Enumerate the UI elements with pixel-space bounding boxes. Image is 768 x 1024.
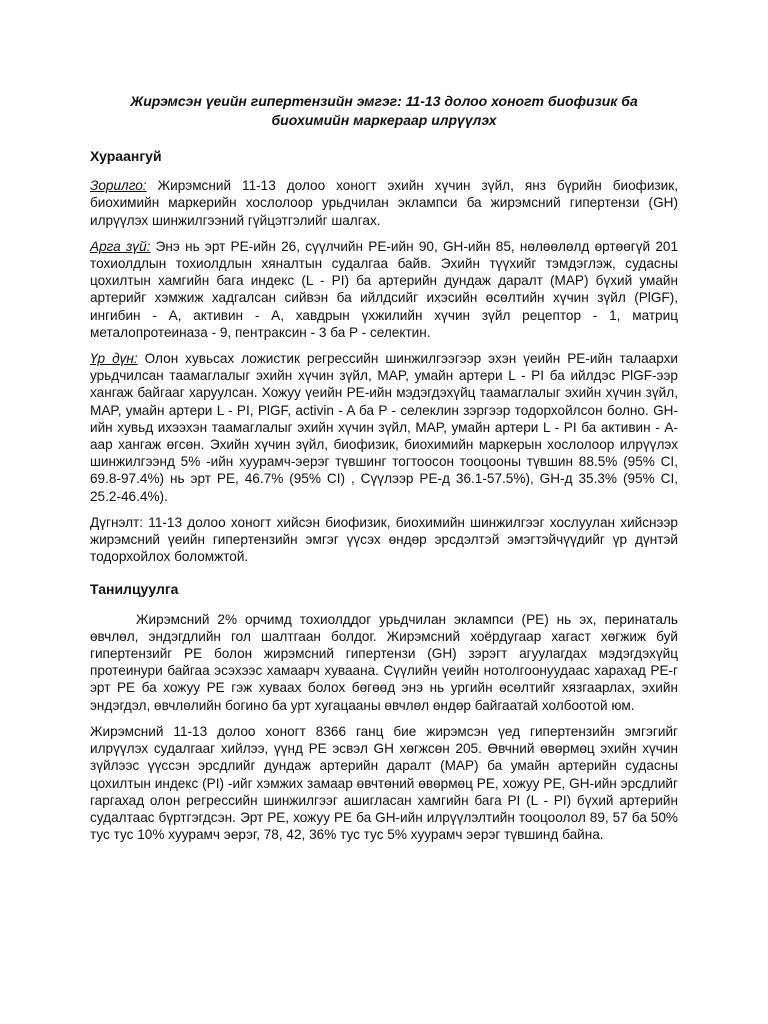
results-label: Үр дүн:: [90, 351, 138, 367]
abstract-methods: [90, 238, 678, 341]
objective-label: Зорилго:: [90, 178, 147, 194]
objective-text: Жирэмсний 11-13 долоо хоногт эхийн хүчин зүйл, янз бүрийн биофизик, биохимийн маркерийн хослолоор урьдчилан эклампси ба жирэмсний гипертензи (GH) илрүүлэх шинжилгээний гүйцэтгэлийг шалгах.: [90, 178, 678, 228]
abstract-results: [90, 350, 678, 505]
introduction-paragraph-2: Жирэмсний 11-13 долоо хоногт 8366 ганц бие жирэмсэн үед гипертензийн эмгэгийг илрүүлэх судалгааг хийлээ, үүнд PE эсвэл GH хөгжсөн 205. Өвчний өвөрмөц эхийн хүчин зүйлээс үүссэн эрсдлийг дундаж артерийн даралт (MAP) ба умайн артерийн судасны цохилтын индекс (PI) -ийг хэмжих замаар өвчтөний өвөрмөц PE, хожуу PE, GH-ийн эрсдлийг гаргахад олон регрессийн шинжилгээг ашигласан хамгийн бага PI (L - PI) бүхий артерийн судалтаас бүртгэгдсэн. Эрт PE, хожуу PE ба GH-ийн илрүүлэлтийн тооцоолол 89, 57 ба 50% тус тус 10% хуурамч эерэг, 78, 42, 36% тус тус 5% хуурамч эерэг түвшинд байна.: [90, 723, 678, 843]
introduction-heading: Танилцуулга: [90, 581, 179, 598]
methods-text: Энэ нь эрт PE-ийн 26, сүүлчийн PE-ийн 90, GH-ийн 85, нөлөөлөлд өртөөгүй 201 тохиолдлын тохиолдлын хяналтын судалгаа байв. Эхийн түүхийг тэмдэглэж, судасны цохилтын хамгийн бага индекс (L - PI) ба артерийн дундаж даралт (MAP) бүхий умайн артерийг хэмжиж хадгалсан сийвэн ба ийлдсийг ихэсийн өсөлтийн хүчин зүйл (PlGF), ингибин - А, активин - А, хавдрын үхжилийн хүчин зүйл рецептор - 1, матриц металопротеиназа - 9, пентраксин - 3 ба P - селектин.: [90, 238, 679, 340]
abstract-heading: Хураангуй: [90, 148, 162, 164]
abstract-conclusion: Дүгнэлт: 11-13 долоо хоногт хийсэн биофизик, биохимийн шинжилгээг хослуулан хийснээр жирэмсний үеийн гипертензийн эмгэг үүсэх өндөр эрсдэлтэй эмэгтэйчүүдийг үр дүнтэй тодорхойлох боломжтой.: [90, 514, 678, 565]
document-page: [90, 92, 678, 852]
document-title: Жирэмсэн үеийн гипертензийн эмгэг: 11-13 долоо хоногт биофизик ба биохимийн маркераар илрүүлэх: [130, 93, 638, 128]
methods-label: Арга зүй:: [90, 238, 151, 254]
results-text: Олон хувьсах ложистик регрессийн шинжилгээгээр эхэн үеийн PE-ийн талаархи урьдчилсан таамаглалыг эхийн хүчин зүйл, MAP, умайн артери L - PI ба ийлдэс PlGF-ээр хангаж байгааг харуулсан. Хожуу үеийн PE-ийн мэдэгдэхүйц таамаглалыг эхийн хүчин зүйл, MAP, умайн артери L - PI, PlGF, activin - A ба P - селеклин зэргээр тодорхойлсон болно. GH-ийн хувьд ихээхэн таамаглалыг эхийн хүчин зүйл, MAP, умайн артери L - PI ба активин - А-аар хангаж өгсөн. Эхийн хүчин зүйл, биофизик, биохимийн маркерын хослолоор илрүүлэх шинжилгээнд 5% -ийн хуурамч-эерэг түвшинг тогтоосон тооцооны түвшин 88.5% (95% CI, 69.8-97.4%) нь эрт PE, 46.7% (95% CI) , Сүүлээр PE-д 36.1-57.5%), GH-д 35.3% (95% CI, 25.2-46.4%).: [90, 351, 679, 504]
introduction-paragraph-1: Жирэмсний 2% орчимд тохиолддог урьдчилан эклампси (PE) нь эх, перинаталь өвчлөл, эндэгдлийн гол шалтгаан болдог. Жирэмсний хоёрдугаар хагаст хөгжиж буй гипертензийг PE болон жирэмсний гипертензи (GH) зэрэгт агуулагдах мэдэгдэхүйц протеинури байгаа эсэхээс хамаарч хуваана. Сүүлийн үеийн нотолгоонуудаас харахад PE-г эрт PE ба хожуу PE гэж хуваах болох бөгөөд энэ нь ургийн өсөлтийг хязгаарлах, эхийн эндэгдэл, өвчлөлийн богино ба урт хугацааны өвчлөл өндөр байгаатай холбоотой юм.: [90, 611, 678, 713]
abstract-objective: [90, 177, 678, 229]
